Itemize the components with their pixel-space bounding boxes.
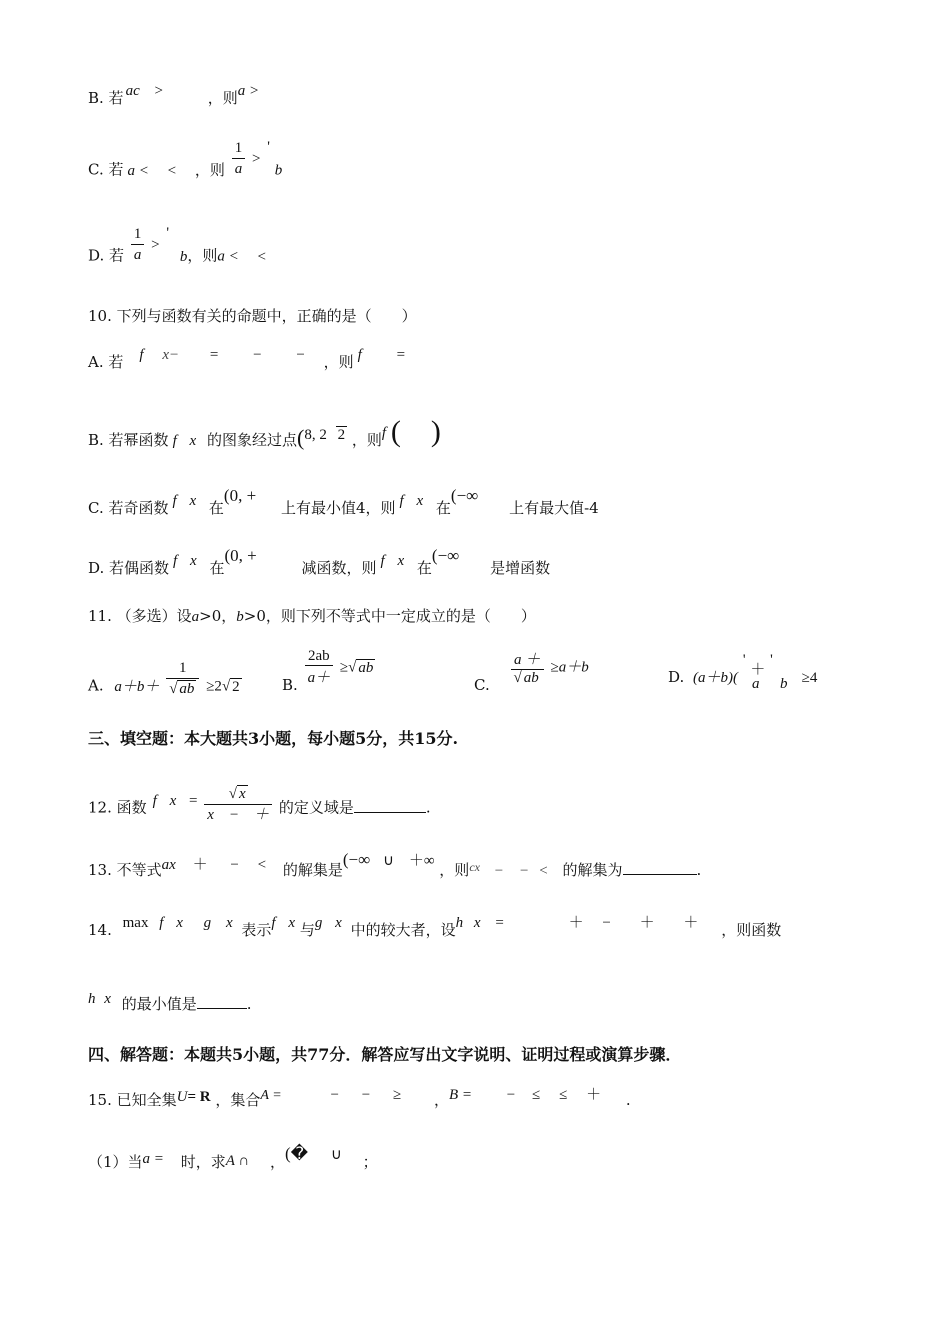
q13-answer-blank[interactable]	[623, 860, 697, 875]
q15: 15. 已知全集U= R ，集合A = − − ≥ ，B = − ≤ ≤ ＋ .	[88, 1087, 631, 1109]
section-4-heading: 四、解答题：本题共5小题，共77分．解答应写出文字说明、证明过程或演算步骤．	[88, 1045, 682, 1064]
q9-option-d: D. 若 $\frac{1}{a}$ > ' b，则a < <	[88, 224, 266, 265]
q14-answer-blank[interactable]	[197, 994, 247, 1009]
q14-line-2: h x 的最小值是 .	[88, 991, 252, 1013]
q10-option-a: A. 若 f x− = − − ，则 f =	[88, 347, 406, 371]
q11-option-a: A. a＋b＋ $\frac{1}{√ ab}$ ≥2√ 2	[88, 660, 240, 697]
q12: 12. 函数 f x = $\frac{√ x}{x - +}$ 的定义域是 .	[88, 786, 431, 823]
q9-option-c: C. 若 a < < ，则 $\frac{1}{a}$ > ' b	[88, 138, 283, 179]
q11-option-b: B. $\frac{2ab}{a+}$ ≥√ ab	[282, 648, 374, 694]
q10-option-d: D. 若偶函数 f x 在(0, + 减函数，则 f x 在(−∞ 是增函数	[88, 546, 551, 577]
q9-option-b: B. 若 ac > ，则a >	[88, 83, 260, 107]
fraction-1-over-a: $\frac{1}{a}$	[131, 224, 145, 265]
q13: 13. 不等式ax ＋ − < 的解集是(−∞ ∪ ＋∞ ，则$^{cx}$ − − < 的解集为 .	[88, 850, 702, 879]
q10-stem: 10. 下列与函数有关的命题中，正确的是（ ）	[88, 307, 417, 325]
q10-option-b: B. 若幂函数 f x 的图象经过点(8, 2 2 ，则f ( )	[88, 415, 441, 450]
section-3-heading: 三、填空题：本大题共3小题，每小题5分，共15分.	[88, 729, 459, 748]
q15-part-1: （1）当a = 时，求A ∩ ，(� ∪ ；	[88, 1144, 378, 1171]
q11-option-c: C. $\frac{a +}{√ ab}$ ≥a＋b	[474, 648, 589, 687]
q12-answer-blank[interactable]	[354, 798, 426, 813]
q10-option-c: C. 若奇函数 f x 在(0, + 上有最小值4，则 f x 在(−∞ 上有最大值-4	[88, 486, 599, 517]
fraction-1-over-a: $\frac{1}{a}$	[232, 138, 246, 179]
q11-stem: 11. （多选）设a>0，b>0，则下列不等式中一定成立的是（ ）	[88, 607, 536, 625]
q11-option-d: D. (a＋b)( ' ＋ ' a b ≥4	[668, 652, 818, 692]
q14: 14. max f x g x 表示f x 与g x 中的较大者，设h x = ＋ − ＋ ＋ ，则函数	[88, 915, 782, 939]
